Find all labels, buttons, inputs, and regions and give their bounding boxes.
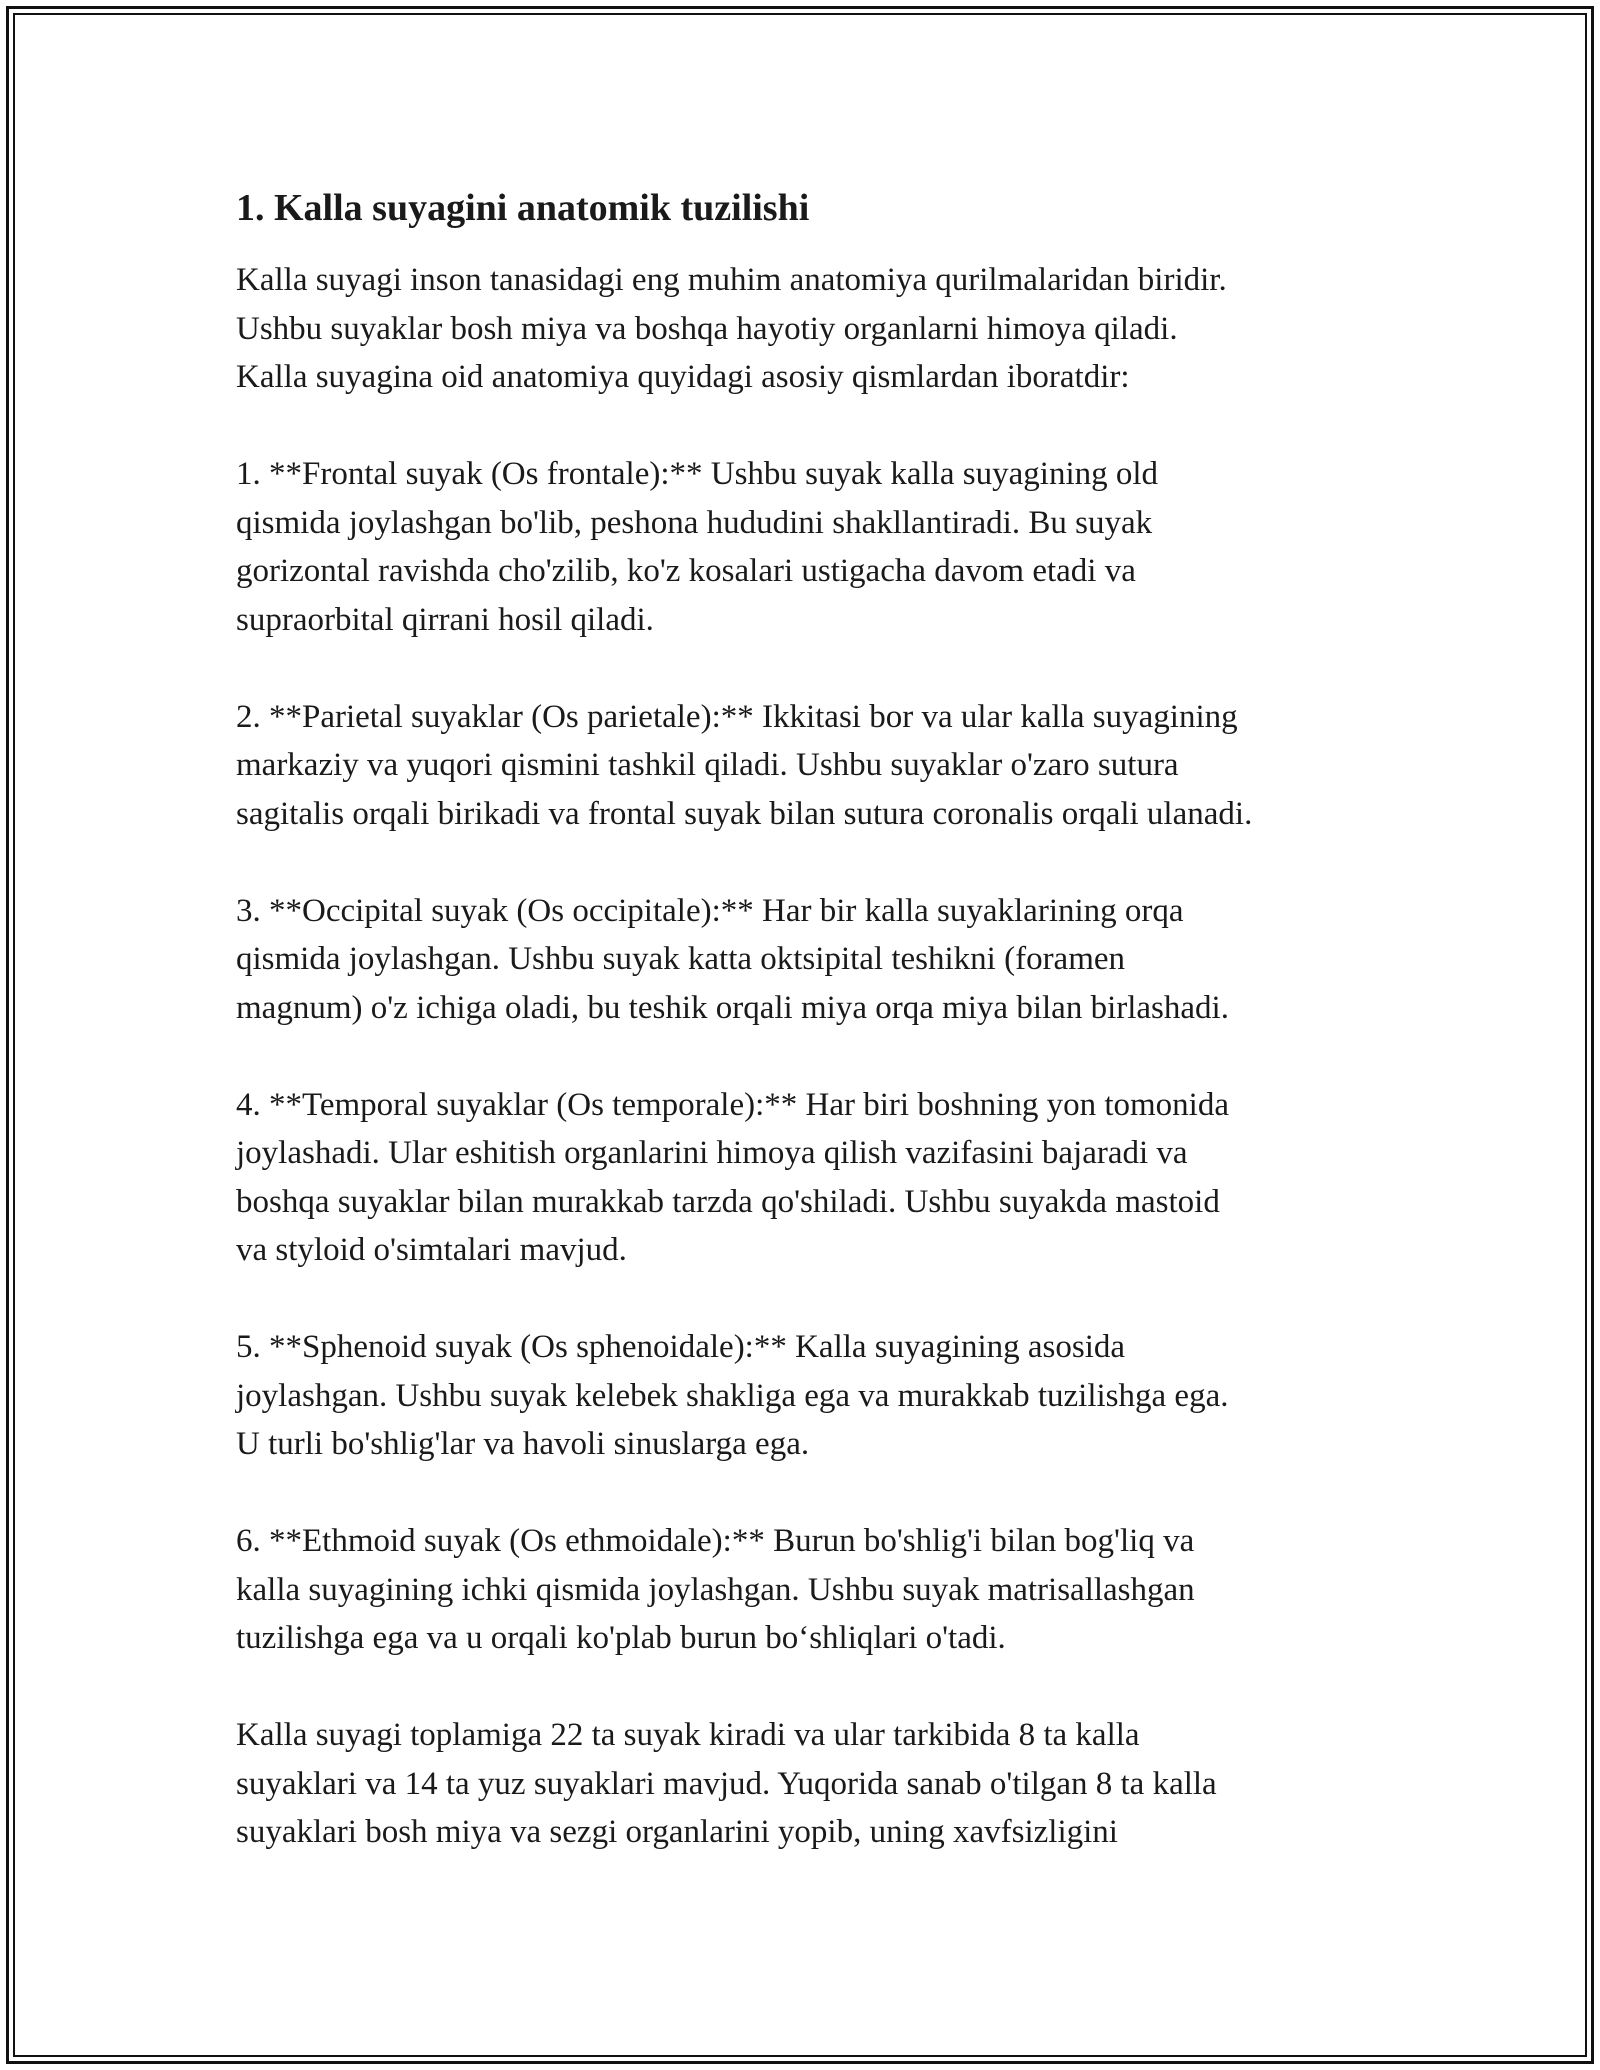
summary-paragraph: Kalla suyagi toplamiga 22 ta suyak kiradi va ular tarkibida 8 ta kalla suyaklari va 14 ta yuz suyaklari mavjud. Yuqorida sanab o'tilgan 8 ta kalla suyaklari bosh miya va sezgi organlarini yopib, uning xavfsizligini (236, 1717, 1217, 1850)
temporal-bones-paragraph: 4. **Temporal suyaklar (Os temporale):** Har biri boshning yon tomonida joylashadi. Ular eshitish organlarini himoya qilish vazifasini bajaradi va boshqa suyaklar bilan murakkab tarzda qo'shiladi. Ushbu suyakda mastoid va styloid o'simtalari mavjud. (236, 1086, 1229, 1268)
section-heading: 1. Kalla suyagini anatomik tuzilishi (236, 187, 810, 229)
document-body (236, 184, 1396, 1857)
intro-paragraph: Kalla suyagi inson tanasidagi eng muhim anatomiya qurilmalaridan biridir. Ushbu suyaklar bosh miya va boshqa hayotiy organlarni himoya qiladi. Kalla suyagina oid anatomiya quyidagi asosiy qismlardan iboratdir: (236, 262, 1227, 395)
frontal-bone-paragraph: 1. **Frontal suyak (Os frontale):** Ushbu suyak kalla suyagining old qismida joylashgan bo'lib, peshona hududini shakllantiradi. Bu suyak gorizontal ravishda cho'zilib, ko'z kosalari ustigacha davom etadi va supraorbital qirrani hosil qiladi. (236, 456, 1159, 638)
sphenoid-bone-paragraph: 5. **Sphenoid suyak (Os sphenoidale):** Kalla suyagining asosida joylashgan. Ushbu suyak kelebek shakliga ega va murakkab tuzilishga ega. U turli bo'shlig'lar va havoli sinuslarga ega. (236, 1329, 1229, 1462)
parietal-bones-paragraph: 2. **Parietal suyaklar (Os parietale):** Ikkitasi bor va ular kalla suyagining markaziy va yuqori qismini tashkil qiladi. Ushbu suyaklar o'zaro sutura sagitalis orqali birikadi va frontal suyak bilan sutura coronalis orqali ulanadi. (236, 698, 1253, 832)
ethmoid-bone-paragraph: 6. **Ethmoid suyak (Os ethmoidale):** Burun bo'shlig'i bilan bog'liq va kalla suyagining ichki qismida joylashgan. Ushbu suyak matrisallashgan tuzilishga ega va u orqali ko'plab burun bo‘shliqlari o'tadi. (236, 1523, 1195, 1656)
occipital-bone-paragraph: 3. **Occipital suyak (Os occipitale):** Har bir kalla suyaklarining orqa qismida joylashgan. Ushbu suyak katta oktsipital teshikni (foramen magnum) o'z ichiga oladi, bu teshik orqali miya orqa miya bilan birlashadi. (236, 892, 1229, 1026)
